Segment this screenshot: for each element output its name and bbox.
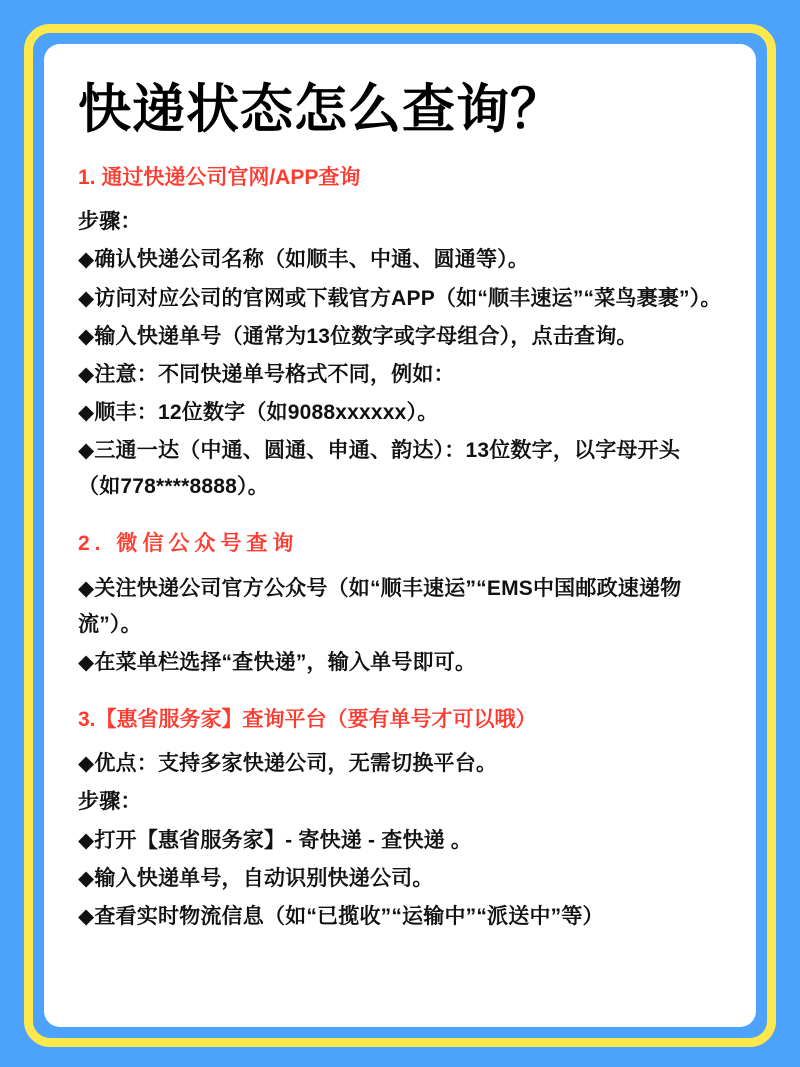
bullet-item — [78, 242, 722, 278]
bullet-item-text: 在菜单栏选择“查快递”，输入单号即可。 — [94, 650, 477, 674]
bullet-item-text: 三通一达（中通、圆通、申通、韵达）：13位数字，以字母开头（如778****8888）。 — [78, 438, 681, 499]
diamond-bullet-icon: ◆ — [78, 400, 95, 424]
diamond-bullet-icon: ◆ — [78, 904, 95, 928]
bullet-item — [78, 281, 722, 317]
section-heading: 1. 通过快递公司官网/APP查询 — [78, 165, 361, 189]
diamond-bullet-icon: ◆ — [78, 248, 95, 272]
sections-container — [78, 163, 722, 935]
content-card — [44, 44, 756, 1027]
bullet-item-text: 输入快递单号（通常为13位数字或字母组合），点击查询。 — [94, 324, 638, 348]
bullet-item-text: 输入快递单号，自动识别快递公司。 — [94, 866, 434, 890]
bullet-item — [78, 823, 722, 859]
bullet-item-text: 访问对应公司的官网或下载官方APP（如“顺丰速运”“菜鸟裹裹”）。 — [94, 286, 722, 310]
page-title: 快递状态怎么查询？ — [78, 80, 564, 139]
diamond-bullet-icon: ◆ — [78, 828, 95, 852]
bullet-item-text: 顺丰：12位数字（如9088xxxxxx）。 — [94, 400, 439, 424]
bullet-item — [78, 357, 722, 393]
diamond-bullet-icon: ◆ — [78, 650, 95, 674]
bullet-item-text: 确认快递公司名称（如顺丰、中通、圆通等）。 — [94, 248, 530, 272]
step-label: 步骤： — [78, 790, 142, 814]
bullet-item — [78, 645, 722, 681]
diamond-bullet-icon: ◆ — [78, 576, 95, 600]
bullet-item-text: 关注快递公司官方公众号（如“顺丰速运”“EMS中国邮政速递物流”）。 — [78, 576, 682, 636]
bullet-item — [78, 861, 722, 897]
bullet-item-text: 优点：支持多家快递公司，无需切换平台。 — [94, 752, 498, 776]
bullet-item — [78, 899, 722, 935]
diamond-bullet-icon: ◆ — [78, 324, 95, 348]
section-heading: 3.【惠省服务家】查询平台（要有单号才可以哦） — [78, 707, 537, 731]
bullet-item — [78, 746, 722, 782]
bullet-item — [78, 433, 722, 505]
section-heading: 2. 微信公众号查询 — [78, 532, 299, 556]
content-section — [78, 705, 722, 935]
step-label: 步骤： — [78, 210, 142, 234]
bullet-item — [78, 319, 722, 355]
diamond-bullet-icon: ◆ — [78, 438, 95, 462]
diamond-bullet-icon: ◆ — [78, 362, 95, 386]
bullet-item-text: 注意：不同快递单号格式不同，例如： — [94, 362, 455, 386]
diamond-bullet-icon: ◆ — [78, 286, 95, 310]
content-section — [78, 163, 722, 505]
content-section — [78, 529, 722, 681]
bullet-item-text: 打开【惠省服务家】- 寄快递 - 查快递 。 — [94, 828, 473, 852]
bullet-item — [78, 571, 722, 643]
bullet-item-text: 查看实时物流信息（如“已揽收”“运输中”“派送中”等） — [94, 904, 604, 928]
diamond-bullet-icon: ◆ — [78, 752, 95, 776]
bullet-item — [78, 395, 722, 431]
diamond-bullet-icon: ◆ — [78, 866, 95, 890]
